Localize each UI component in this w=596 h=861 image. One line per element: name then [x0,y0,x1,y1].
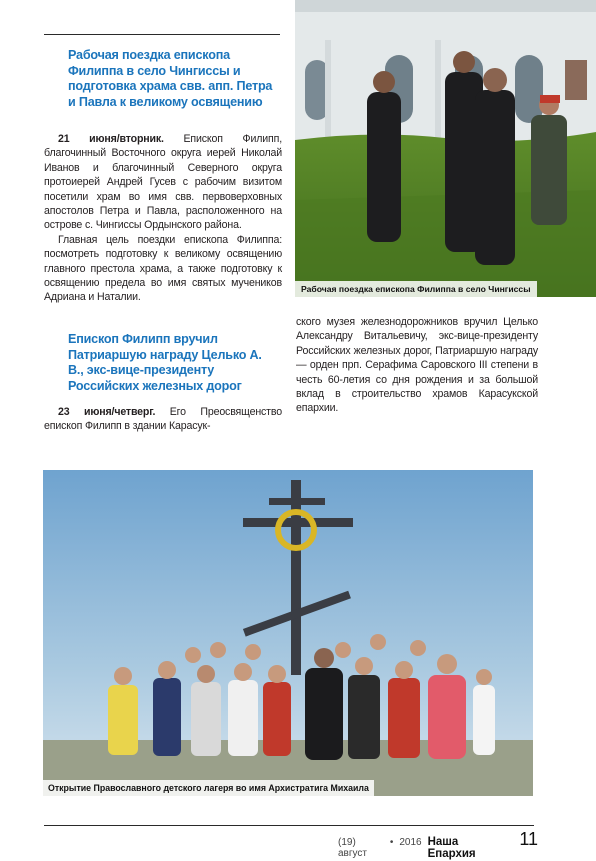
footer [338,829,538,860]
photo-chingissy [295,0,596,297]
article1-body [44,132,282,305]
photo-camp-opening [43,470,533,796]
article2-para1-left-text: Его Преосвященство епископ Филипп в здании Карасук- [44,406,282,433]
photo-camp-opening-image [43,470,533,796]
article1-para1 [44,132,282,233]
article1-date: 21 июня/вторник. [58,133,164,145]
article1-heading-block [68,48,282,110]
article2-heading-block [68,332,280,394]
footer-magazine-title: Наша Епархия [427,836,476,860]
photo-camp-opening-caption: Открытие Православного детского лагеря во имя Архистратига Михаила [43,780,374,796]
article2-para1-right: ского музея железнодорожников вручил Целько Александру Витальевичу, экс-вице-президенту Российских железных дорог, Патриаршую награду — орден прп. Серафима Саровского III степени в честь 60-летия со дня рождения и за большой вклад в строительство храмов Карасукской епархии. [296,316,538,415]
footer-year: 2016 [399,837,422,848]
footer-bullet: • [389,837,394,848]
article1-para2: Главная цель поездки епископа Филиппа: посмотреть подготовку к великому освящению главного престола храма, а также подготовку к освящению предела во имя святых мучеников Адриана и Наталии. [44,233,282,304]
footer-issue: (19) август [338,837,367,859]
top-rule [44,34,280,35]
page-number: 11 [519,829,538,849]
photo-chingissy-image [295,0,596,297]
article2-body-right [296,315,538,416]
article2-heading: Епископ Филипп вручил Патриаршую награду Целько А. В., экс-вице-президенту Российских железных дорог [68,332,262,393]
footer-rule [44,825,534,826]
photo-chingissy-caption: Рабочая поездка епископа Филиппа в село Чингиссы [295,281,537,297]
article1-heading: Рабочая поездка епископа Филиппа в село Чингиссы и подготовка храма свв. апп. Петра и Павла к великому освящению [68,48,273,109]
article2-para1-left [44,405,282,434]
article2-date: 23 июня/четверг. [58,406,156,418]
article1-para1-text: Епископ Филипп, благочинный Восточного округа иерей Николай Иванов и благочинный Северного округа протоиерей Андрей Гусев с рабочим визитом посетили храм во имя свв. первоверховных апостолов Петра и Павла, расположенного на острове с. Чингиссы Ордынского района. [44,133,282,232]
article2-body-left [44,405,282,434]
